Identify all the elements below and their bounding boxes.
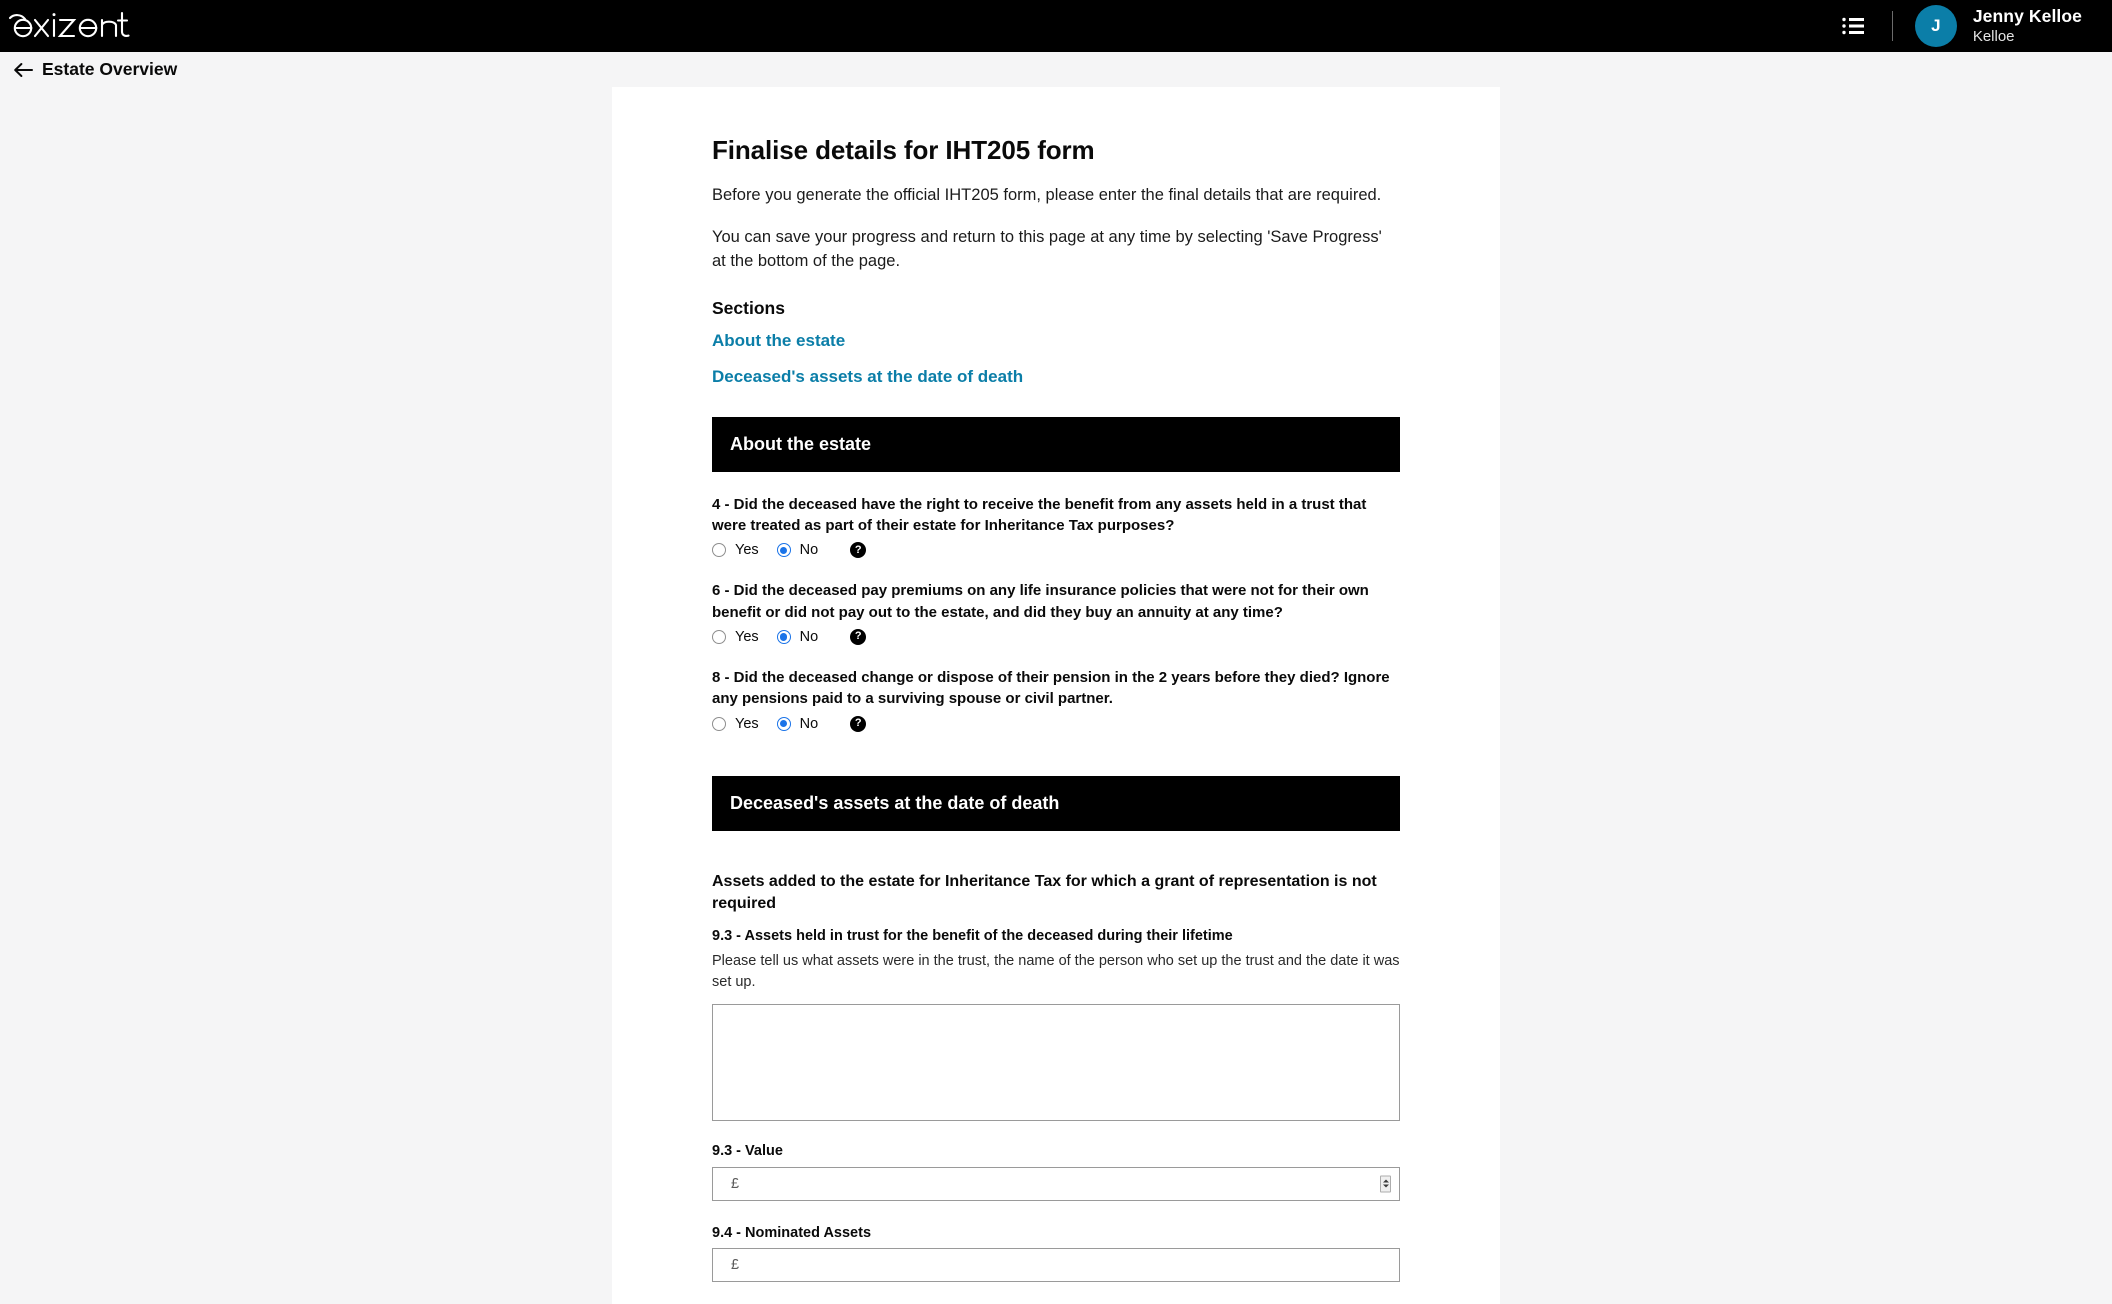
app-header <box>0 0 2112 52</box>
section-link-deceased-assets[interactable]: Deceased's assets at the date of death <box>712 366 1024 386</box>
form-card <box>612 87 1500 1304</box>
section-header-deceased-assets: Deceased's assets at the date of death <box>712 776 1400 831</box>
question-4-radio-group <box>712 542 1400 558</box>
breadcrumb-bar <box>0 52 2112 87</box>
field-93-hint: Please tell us what assets were in the trust, the name of the person who set up the trust and the date it was set up. <box>712 953 1400 990</box>
question-6-yes-radio[interactable] <box>712 630 726 644</box>
back-to-estate-overview-link[interactable] <box>14 59 177 80</box>
question-8-help-icon[interactable]: ? <box>850 716 866 732</box>
question-4-no-option[interactable] <box>777 542 837 558</box>
question-8 <box>712 667 1400 732</box>
field-93-value-group <box>712 1141 1400 1200</box>
list-icon[interactable] <box>1836 9 1870 43</box>
intro-paragraph-1: Before you generate the official IHT205 form, please enter the final details that are required. <box>712 186 1382 204</box>
page-canvas <box>0 87 2112 1241</box>
question-4-yes-label: Yes <box>735 542 759 559</box>
page-title: Finalise details for IHT205 form <box>712 135 1095 165</box>
trust-assets-textarea[interactable] <box>712 1004 1400 1121</box>
brand-logo[interactable] <box>0 0 148 52</box>
question-6-text: 6 - Did the deceased pay premiums on any life insurance policies that were not for their own benefit or did not pay out to the estate, and did they buy an annuity at any time? <box>712 582 1369 621</box>
field-94-label: 9.4 - Nominated Assets <box>712 1224 872 1241</box>
exizent-logo-icon <box>8 8 148 44</box>
intro-paragraph-2: You can save your progress and return to this page at any time by selecting 'Save Progress' at the bottom of the page. <box>712 227 1382 270</box>
field-94-value-input[interactable] <box>712 1248 1400 1282</box>
question-6-yes-label: Yes <box>735 628 759 645</box>
question-6-radio-group <box>712 629 1400 645</box>
number-stepper-icon[interactable] <box>1380 1175 1391 1192</box>
question-4-yes-radio[interactable] <box>712 543 726 557</box>
question-6-help-icon[interactable]: ? <box>850 629 866 645</box>
sections-heading: Sections <box>712 297 785 318</box>
question-4-no-label: No <box>799 542 819 559</box>
back-link-label: Estate Overview <box>42 59 178 79</box>
question-8-yes-radio[interactable] <box>712 717 726 731</box>
question-8-radio-group <box>712 716 1400 732</box>
question-4 <box>712 494 1400 559</box>
question-4-text: 4 - Did the deceased have the right to receive the benefit from any assets held in a trust that were treated as part of their estate for Inheritance Tax purposes? <box>712 495 1367 535</box>
field-93-value-label: 9.3 - Value <box>712 1143 783 1160</box>
user-name: Jenny Kelloe <box>1972 5 2082 26</box>
question-6-yes-option[interactable] <box>712 629 777 645</box>
question-8-yes-option[interactable] <box>712 716 777 732</box>
field-94-group <box>712 1223 1400 1282</box>
question-6-no-radio[interactable] <box>777 630 791 644</box>
avatar[interactable]: J <box>1915 5 1957 47</box>
field-93-label: 9.3 - Assets held in trust for the benefit of the deceased during their lifetime <box>712 927 1233 944</box>
field-93-value-wrap <box>712 1167 1400 1201</box>
question-6 <box>712 580 1400 645</box>
question-4-yes-option[interactable] <box>712 542 777 558</box>
user-organisation: Kelloe <box>1972 27 2015 45</box>
question-8-text: 8 - Did the deceased change or dispose of their pension in the 2 years before they died? Ignore any pensions paid to a surviving spouse or civil partner. <box>712 668 1390 708</box>
question-8-yes-label: Yes <box>735 715 759 732</box>
question-6-no-label: No <box>799 628 819 645</box>
section-header-about-the-estate: About the estate <box>712 417 1400 472</box>
question-8-no-radio[interactable] <box>777 717 791 731</box>
assets-group-heading: Assets added to the estate for Inheritance Tax for which a grant of representation is not required <box>712 872 1377 913</box>
user-info[interactable] <box>1973 6 2086 47</box>
question-8-no-option[interactable] <box>777 716 837 732</box>
header-divider <box>1892 11 1893 41</box>
section-link-about-the-estate[interactable]: About the estate <box>712 330 846 350</box>
field-94-value-wrap <box>712 1248 1400 1282</box>
question-4-help-icon[interactable]: ? <box>850 542 866 558</box>
arrow-left-icon <box>14 63 33 77</box>
header-right-cluster <box>1836 0 2086 52</box>
field-93-value-input[interactable] <box>712 1167 1400 1201</box>
question-8-no-label: No <box>799 715 819 732</box>
question-4-no-radio[interactable] <box>777 543 791 557</box>
question-6-no-option[interactable] <box>777 629 837 645</box>
